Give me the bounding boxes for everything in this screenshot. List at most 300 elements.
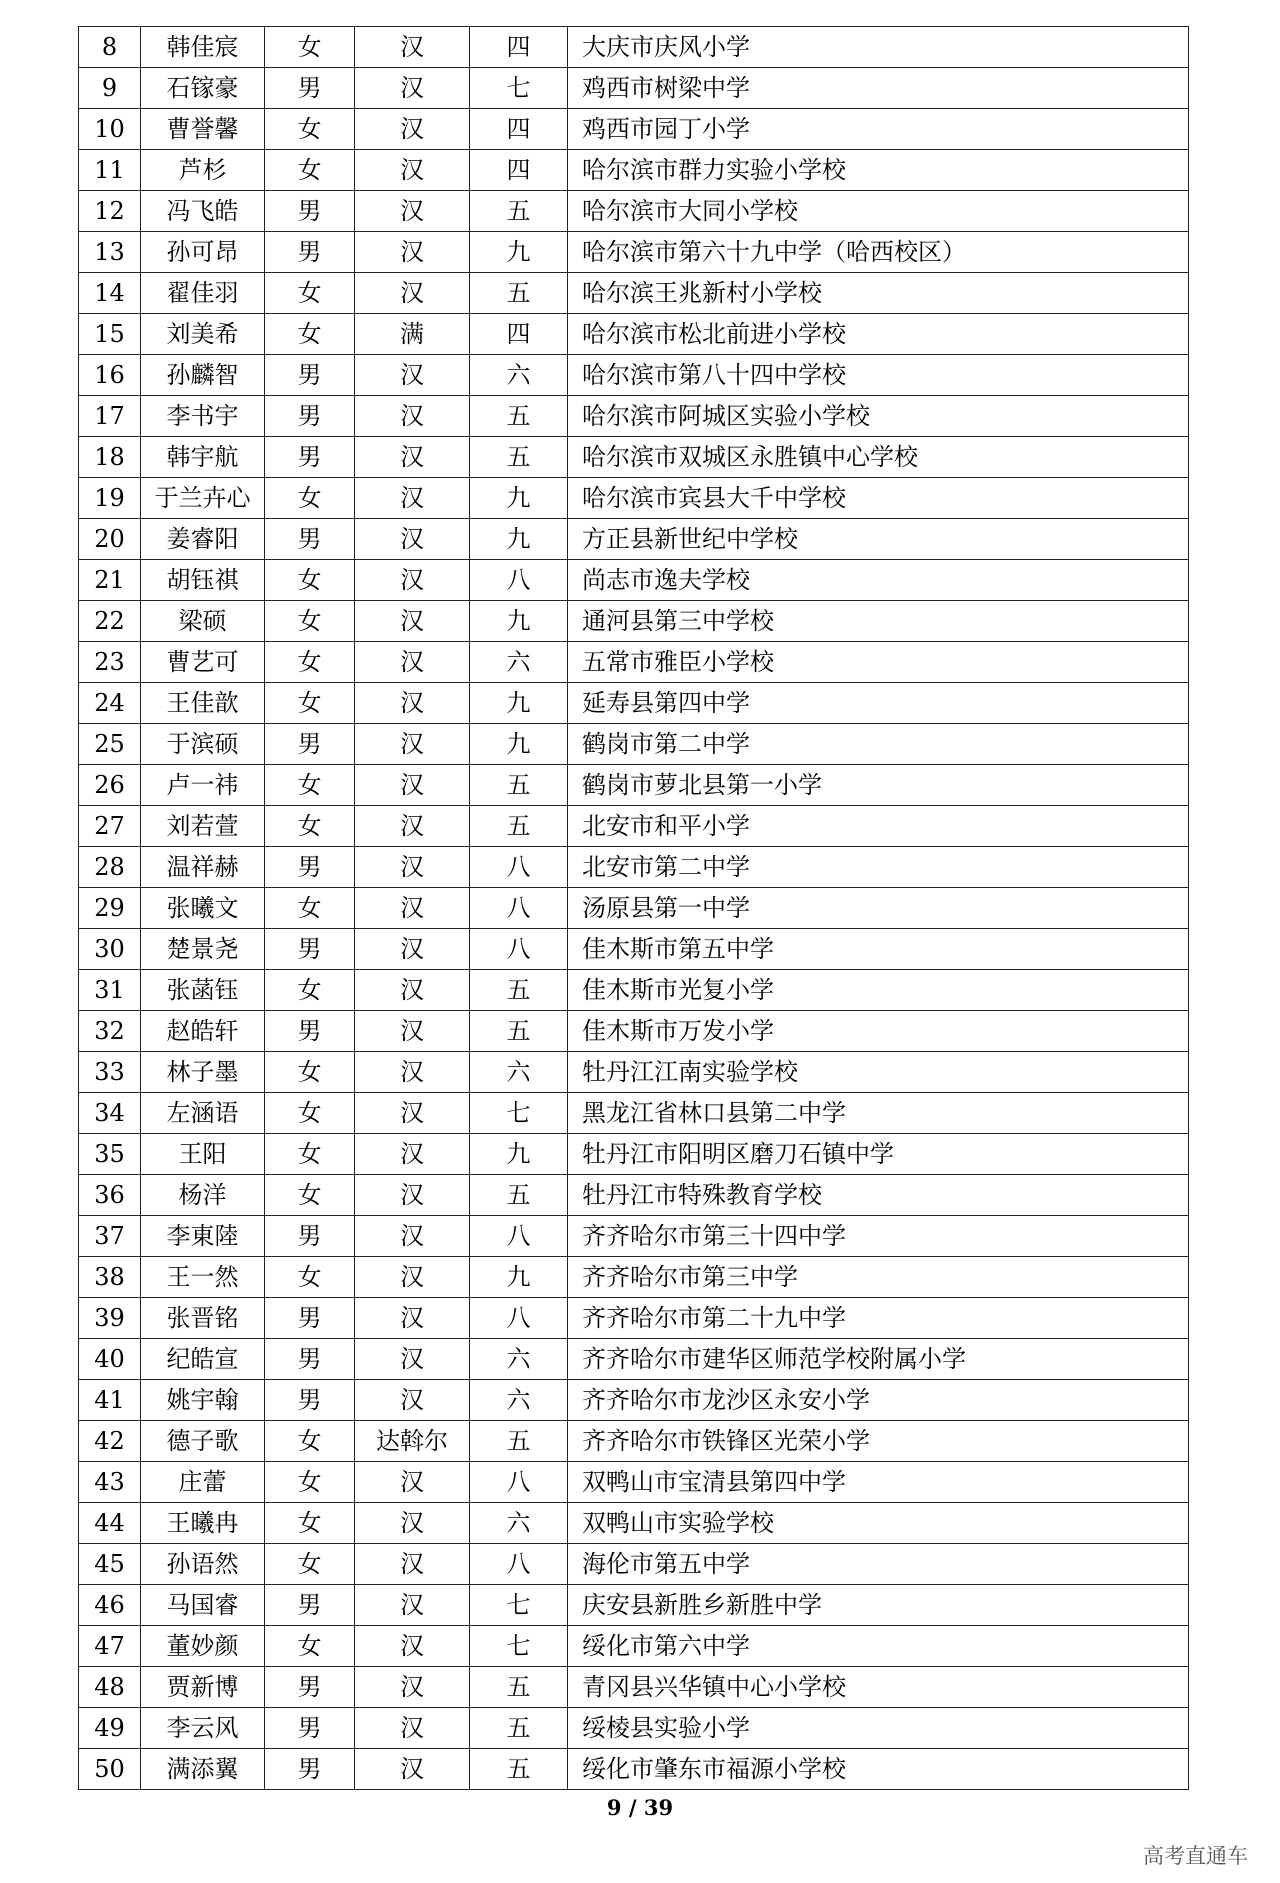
cell-number: 39 — [79, 1298, 141, 1339]
table-row — [79, 1257, 1189, 1298]
cell-ethnicity: 汉 — [355, 970, 470, 1011]
cell-name: 庄蕾 — [141, 1462, 265, 1503]
cell-ethnicity: 汉 — [355, 1011, 470, 1052]
table-row — [79, 1134, 1189, 1175]
cell-gender: 男 — [265, 1339, 355, 1380]
table-row — [79, 1667, 1189, 1708]
cell-gender: 女 — [265, 273, 355, 314]
table-row — [79, 1749, 1189, 1790]
cell-number: 12 — [79, 191, 141, 232]
cell-ethnicity: 汉 — [355, 560, 470, 601]
cell-number: 31 — [79, 970, 141, 1011]
cell-gender: 男 — [265, 1216, 355, 1257]
cell-gender: 女 — [265, 1257, 355, 1298]
cell-name: 卢一祎 — [141, 765, 265, 806]
cell-school: 汤原县第一中学 — [568, 888, 1189, 929]
cell-grade: 九 — [470, 683, 568, 724]
cell-gender: 女 — [265, 560, 355, 601]
cell-ethnicity: 汉 — [355, 929, 470, 970]
cell-school: 佳木斯市第五中学 — [568, 929, 1189, 970]
cell-gender: 女 — [265, 1052, 355, 1093]
cell-grade: 四 — [470, 314, 568, 355]
table-row — [79, 191, 1189, 232]
cell-ethnicity: 汉 — [355, 724, 470, 765]
cell-grade: 五 — [470, 1175, 568, 1216]
cell-ethnicity: 汉 — [355, 683, 470, 724]
cell-number: 22 — [79, 601, 141, 642]
cell-ethnicity: 汉 — [355, 519, 470, 560]
table-row — [79, 396, 1189, 437]
cell-name: 李云风 — [141, 1708, 265, 1749]
cell-gender: 男 — [265, 1708, 355, 1749]
cell-number: 37 — [79, 1216, 141, 1257]
table-row — [79, 68, 1189, 109]
cell-name: 董妙颜 — [141, 1626, 265, 1667]
cell-grade: 八 — [470, 1298, 568, 1339]
cell-ethnicity: 汉 — [355, 1749, 470, 1790]
cell-gender: 女 — [265, 1093, 355, 1134]
cell-gender: 女 — [265, 642, 355, 683]
cell-ethnicity: 汉 — [355, 1667, 470, 1708]
cell-gender: 男 — [265, 355, 355, 396]
cell-number: 26 — [79, 765, 141, 806]
cell-name: 韩宇航 — [141, 437, 265, 478]
cell-school: 齐齐哈尔市建华区师范学校附属小学 — [568, 1339, 1189, 1380]
cell-grade: 五 — [470, 1749, 568, 1790]
table-row — [79, 1216, 1189, 1257]
cell-grade: 四 — [470, 109, 568, 150]
cell-grade: 六 — [470, 1052, 568, 1093]
cell-school: 哈尔滨王兆新村小学校 — [568, 273, 1189, 314]
cell-name: 翟佳羽 — [141, 273, 265, 314]
cell-school: 齐齐哈尔市第三十四中学 — [568, 1216, 1189, 1257]
cell-ethnicity: 汉 — [355, 68, 470, 109]
cell-ethnicity: 汉 — [355, 601, 470, 642]
cell-number: 34 — [79, 1093, 141, 1134]
cell-number: 27 — [79, 806, 141, 847]
cell-number: 19 — [79, 478, 141, 519]
cell-number: 45 — [79, 1544, 141, 1585]
cell-grade: 五 — [470, 437, 568, 478]
cell-school: 鸡西市树梁中学 — [568, 68, 1189, 109]
cell-gender: 女 — [265, 314, 355, 355]
cell-name: 韩佳宸 — [141, 27, 265, 68]
table-row — [79, 1093, 1189, 1134]
cell-number: 11 — [79, 150, 141, 191]
cell-name: 曹艺可 — [141, 642, 265, 683]
table-row — [79, 929, 1189, 970]
cell-grade: 七 — [470, 1093, 568, 1134]
cell-school: 齐齐哈尔市第二十九中学 — [568, 1298, 1189, 1339]
cell-number: 13 — [79, 232, 141, 273]
cell-gender: 男 — [265, 1749, 355, 1790]
cell-gender: 男 — [265, 1298, 355, 1339]
cell-gender: 女 — [265, 601, 355, 642]
cell-name: 楚景尧 — [141, 929, 265, 970]
cell-ethnicity: 汉 — [355, 355, 470, 396]
table-row — [79, 437, 1189, 478]
cell-ethnicity: 汉 — [355, 273, 470, 314]
table-row — [79, 888, 1189, 929]
cell-gender: 女 — [265, 1503, 355, 1544]
cell-grade: 九 — [470, 1257, 568, 1298]
cell-school: 哈尔滨市阿城区实验小学校 — [568, 396, 1189, 437]
cell-name: 刘美希 — [141, 314, 265, 355]
cell-school: 青冈县兴华镇中心小学校 — [568, 1667, 1189, 1708]
cell-gender: 女 — [265, 970, 355, 1011]
cell-name: 赵皓轩 — [141, 1011, 265, 1052]
cell-school: 牡丹江市特殊教育学校 — [568, 1175, 1189, 1216]
cell-number: 28 — [79, 847, 141, 888]
cell-gender: 男 — [265, 68, 355, 109]
table-row — [79, 27, 1189, 68]
cell-name: 满添翼 — [141, 1749, 265, 1790]
cell-gender: 男 — [265, 1667, 355, 1708]
table-row — [79, 1708, 1189, 1749]
cell-grade: 五 — [470, 806, 568, 847]
cell-gender: 女 — [265, 27, 355, 68]
cell-school: 海伦市第五中学 — [568, 1544, 1189, 1585]
cell-ethnicity: 汉 — [355, 1503, 470, 1544]
table-row — [79, 1052, 1189, 1093]
table-row — [79, 1585, 1189, 1626]
cell-number: 35 — [79, 1134, 141, 1175]
cell-gender: 男 — [265, 1011, 355, 1052]
cell-school: 哈尔滨市第六十九中学（哈西校区） — [568, 232, 1189, 273]
cell-name: 芦杉 — [141, 150, 265, 191]
table-row — [79, 478, 1189, 519]
cell-name: 孙麟智 — [141, 355, 265, 396]
cell-school: 哈尔滨市松北前进小学校 — [568, 314, 1189, 355]
page-number: 9 / 39 — [606, 1795, 674, 1820]
cell-gender: 女 — [265, 806, 355, 847]
cell-grade: 八 — [470, 1544, 568, 1585]
cell-gender: 女 — [265, 1134, 355, 1175]
cell-gender: 女 — [265, 683, 355, 724]
cell-ethnicity: 汉 — [355, 27, 470, 68]
cell-name: 冯飞皓 — [141, 191, 265, 232]
cell-number: 46 — [79, 1585, 141, 1626]
cell-name: 于滨硕 — [141, 724, 265, 765]
table-row — [79, 150, 1189, 191]
cell-gender: 男 — [265, 847, 355, 888]
cell-grade: 五 — [470, 765, 568, 806]
cell-name: 张晋铭 — [141, 1298, 265, 1339]
cell-school: 庆安县新胜乡新胜中学 — [568, 1585, 1189, 1626]
cell-grade: 八 — [470, 929, 568, 970]
cell-ethnicity: 汉 — [355, 1708, 470, 1749]
cell-number: 10 — [79, 109, 141, 150]
cell-grade: 八 — [470, 888, 568, 929]
cell-ethnicity: 汉 — [355, 1585, 470, 1626]
cell-grade: 八 — [470, 1462, 568, 1503]
cell-school: 鹤岗市萝北县第一小学 — [568, 765, 1189, 806]
cell-ethnicity: 汉 — [355, 109, 470, 150]
cell-ethnicity: 汉 — [355, 191, 470, 232]
cell-ethnicity: 汉 — [355, 478, 470, 519]
cell-ethnicity: 汉 — [355, 642, 470, 683]
cell-grade: 七 — [470, 1585, 568, 1626]
cell-gender: 男 — [265, 1380, 355, 1421]
cell-name: 姜睿阳 — [141, 519, 265, 560]
cell-school: 北安市第二中学 — [568, 847, 1189, 888]
cell-grade: 九 — [470, 478, 568, 519]
cell-grade: 五 — [470, 396, 568, 437]
cell-name: 孙语然 — [141, 1544, 265, 1585]
table-row — [79, 970, 1189, 1011]
cell-number: 16 — [79, 355, 141, 396]
cell-name: 林子墨 — [141, 1052, 265, 1093]
cell-grade: 八 — [470, 560, 568, 601]
cell-school: 绥化市肇东市福源小学校 — [568, 1749, 1189, 1790]
cell-grade: 五 — [470, 1708, 568, 1749]
cell-gender: 男 — [265, 437, 355, 478]
cell-number: 18 — [79, 437, 141, 478]
table-row — [79, 642, 1189, 683]
cell-grade: 五 — [470, 1011, 568, 1052]
cell-number: 47 — [79, 1626, 141, 1667]
cell-gender: 女 — [265, 888, 355, 929]
cell-number: 40 — [79, 1339, 141, 1380]
cell-number: 33 — [79, 1052, 141, 1093]
cell-school: 绥棱县实验小学 — [568, 1708, 1189, 1749]
table-row — [79, 1462, 1189, 1503]
cell-ethnicity: 达斡尔 — [355, 1421, 470, 1462]
cell-name: 王阳 — [141, 1134, 265, 1175]
table-row — [79, 806, 1189, 847]
table-row — [79, 314, 1189, 355]
cell-ethnicity: 汉 — [355, 888, 470, 929]
cell-name: 杨洋 — [141, 1175, 265, 1216]
cell-grade: 九 — [470, 232, 568, 273]
cell-grade: 五 — [470, 1421, 568, 1462]
cell-ethnicity: 满 — [355, 314, 470, 355]
cell-number: 43 — [79, 1462, 141, 1503]
cell-number: 32 — [79, 1011, 141, 1052]
cell-name: 张曦文 — [141, 888, 265, 929]
cell-school: 绥化市第六中学 — [568, 1626, 1189, 1667]
cell-gender: 男 — [265, 724, 355, 765]
cell-ethnicity: 汉 — [355, 1339, 470, 1380]
cell-name: 王佳歆 — [141, 683, 265, 724]
cell-school: 北安市和平小学 — [568, 806, 1189, 847]
cell-name: 姚宇翰 — [141, 1380, 265, 1421]
cell-school: 哈尔滨市大同小学校 — [568, 191, 1189, 232]
cell-ethnicity: 汉 — [355, 396, 470, 437]
cell-grade: 九 — [470, 1134, 568, 1175]
roster-body — [79, 27, 1189, 1790]
cell-grade: 八 — [470, 847, 568, 888]
cell-ethnicity: 汉 — [355, 1093, 470, 1134]
cell-school: 延寿县第四中学 — [568, 683, 1189, 724]
cell-number: 17 — [79, 396, 141, 437]
student-roster-table — [78, 26, 1189, 1790]
cell-grade: 六 — [470, 1380, 568, 1421]
cell-ethnicity: 汉 — [355, 1175, 470, 1216]
cell-gender: 男 — [265, 232, 355, 273]
table-row — [79, 1298, 1189, 1339]
cell-number: 50 — [79, 1749, 141, 1790]
cell-grade: 七 — [470, 68, 568, 109]
cell-ethnicity: 汉 — [355, 1462, 470, 1503]
cell-name: 德子歌 — [141, 1421, 265, 1462]
cell-number: 42 — [79, 1421, 141, 1462]
cell-gender: 女 — [265, 1626, 355, 1667]
cell-number: 36 — [79, 1175, 141, 1216]
cell-grade: 八 — [470, 1216, 568, 1257]
cell-ethnicity: 汉 — [355, 765, 470, 806]
table-row — [79, 355, 1189, 396]
cell-gender: 女 — [265, 150, 355, 191]
cell-name: 左涵语 — [141, 1093, 265, 1134]
cell-name: 于兰卉心 — [141, 478, 265, 519]
cell-school: 大庆市庆风小学 — [568, 27, 1189, 68]
cell-gender: 男 — [265, 191, 355, 232]
table-row — [79, 683, 1189, 724]
cell-name: 胡钰祺 — [141, 560, 265, 601]
cell-ethnicity: 汉 — [355, 847, 470, 888]
cell-ethnicity: 汉 — [355, 1380, 470, 1421]
cell-school: 齐齐哈尔市龙沙区永安小学 — [568, 1380, 1189, 1421]
cell-number: 44 — [79, 1503, 141, 1544]
cell-gender: 女 — [265, 478, 355, 519]
cell-name: 马国睿 — [141, 1585, 265, 1626]
cell-gender: 女 — [265, 765, 355, 806]
table-row — [79, 765, 1189, 806]
cell-ethnicity: 汉 — [355, 437, 470, 478]
cell-grade: 四 — [470, 150, 568, 191]
cell-school: 齐齐哈尔市铁锋区光荣小学 — [568, 1421, 1189, 1462]
cell-name: 王曦冉 — [141, 1503, 265, 1544]
watermark-text: 高考直通车 — [1143, 1844, 1248, 1868]
table-row — [79, 1421, 1189, 1462]
cell-ethnicity: 汉 — [355, 1626, 470, 1667]
cell-gender: 男 — [265, 396, 355, 437]
cell-school: 哈尔滨市宾县大千中学校 — [568, 478, 1189, 519]
cell-ethnicity: 汉 — [355, 1216, 470, 1257]
cell-school: 方正县新世纪中学校 — [568, 519, 1189, 560]
cell-grade: 九 — [470, 724, 568, 765]
cell-name: 纪皓宣 — [141, 1339, 265, 1380]
cell-gender: 男 — [265, 929, 355, 970]
cell-school: 哈尔滨市群力实验小学校 — [568, 150, 1189, 191]
cell-grade: 四 — [470, 27, 568, 68]
cell-school: 黑龙江省林口县第二中学 — [568, 1093, 1189, 1134]
cell-ethnicity: 汉 — [355, 150, 470, 191]
cell-school: 牡丹江江南实验学校 — [568, 1052, 1189, 1093]
cell-number: 15 — [79, 314, 141, 355]
cell-grade: 六 — [470, 1503, 568, 1544]
cell-school: 五常市雅臣小学校 — [568, 642, 1189, 683]
cell-ethnicity: 汉 — [355, 232, 470, 273]
table-row — [79, 724, 1189, 765]
cell-gender: 女 — [265, 1462, 355, 1503]
cell-number: 23 — [79, 642, 141, 683]
cell-number: 9 — [79, 68, 141, 109]
cell-name: 温祥赫 — [141, 847, 265, 888]
cell-grade: 五 — [470, 1667, 568, 1708]
cell-ethnicity: 汉 — [355, 1544, 470, 1585]
cell-grade: 五 — [470, 970, 568, 1011]
cell-grade: 九 — [470, 601, 568, 642]
cell-grade: 六 — [470, 1339, 568, 1380]
cell-school: 鹤岗市第二中学 — [568, 724, 1189, 765]
table-row — [79, 601, 1189, 642]
table-row — [79, 519, 1189, 560]
cell-number: 48 — [79, 1667, 141, 1708]
cell-grade: 九 — [470, 519, 568, 560]
cell-number: 8 — [79, 27, 141, 68]
cell-name: 刘若萱 — [141, 806, 265, 847]
cell-name: 孙可昂 — [141, 232, 265, 273]
cell-school: 佳木斯市万发小学 — [568, 1011, 1189, 1052]
cell-number: 49 — [79, 1708, 141, 1749]
table-row — [79, 847, 1189, 888]
table-row — [79, 1380, 1189, 1421]
cell-number: 30 — [79, 929, 141, 970]
cell-school: 哈尔滨市双城区永胜镇中心学校 — [568, 437, 1189, 478]
table-row — [79, 1544, 1189, 1585]
cell-school: 哈尔滨市第八十四中学校 — [568, 355, 1189, 396]
cell-school: 齐齐哈尔市第三中学 — [568, 1257, 1189, 1298]
cell-school: 通河县第三中学校 — [568, 601, 1189, 642]
table-row — [79, 1011, 1189, 1052]
cell-school: 佳木斯市光复小学 — [568, 970, 1189, 1011]
cell-grade: 七 — [470, 1626, 568, 1667]
table-row — [79, 1339, 1189, 1380]
cell-gender: 男 — [265, 1585, 355, 1626]
table-row — [79, 1175, 1189, 1216]
cell-ethnicity: 汉 — [355, 806, 470, 847]
cell-grade: 六 — [470, 642, 568, 683]
cell-grade: 五 — [470, 273, 568, 314]
cell-number: 41 — [79, 1380, 141, 1421]
cell-gender: 男 — [265, 519, 355, 560]
cell-ethnicity: 汉 — [355, 1134, 470, 1175]
cell-gender: 女 — [265, 1544, 355, 1585]
cell-ethnicity: 汉 — [355, 1052, 470, 1093]
table-row — [79, 109, 1189, 150]
cell-name: 梁硕 — [141, 601, 265, 642]
cell-school: 双鸭山市实验学校 — [568, 1503, 1189, 1544]
table-row — [79, 1503, 1189, 1544]
cell-school: 尚志市逸夫学校 — [568, 560, 1189, 601]
table-row — [79, 1626, 1189, 1667]
cell-grade: 六 — [470, 355, 568, 396]
cell-ethnicity: 汉 — [355, 1298, 470, 1339]
cell-name: 李東陸 — [141, 1216, 265, 1257]
cell-gender: 女 — [265, 1421, 355, 1462]
cell-name: 李书宇 — [141, 396, 265, 437]
cell-school: 牡丹江市阳明区磨刀石镇中学 — [568, 1134, 1189, 1175]
cell-grade: 五 — [470, 191, 568, 232]
cell-number: 24 — [79, 683, 141, 724]
cell-number: 20 — [79, 519, 141, 560]
cell-gender: 女 — [265, 109, 355, 150]
cell-number: 14 — [79, 273, 141, 314]
cell-name: 张菡钰 — [141, 970, 265, 1011]
cell-name: 曹誉馨 — [141, 109, 265, 150]
cell-number: 21 — [79, 560, 141, 601]
cell-school: 鸡西市园丁小学 — [568, 109, 1189, 150]
cell-number: 29 — [79, 888, 141, 929]
cell-number: 25 — [79, 724, 141, 765]
cell-name: 石镓豪 — [141, 68, 265, 109]
cell-ethnicity: 汉 — [355, 1257, 470, 1298]
table-row — [79, 232, 1189, 273]
cell-school: 双鸭山市宝清县第四中学 — [568, 1462, 1189, 1503]
cell-name: 贾新博 — [141, 1667, 265, 1708]
